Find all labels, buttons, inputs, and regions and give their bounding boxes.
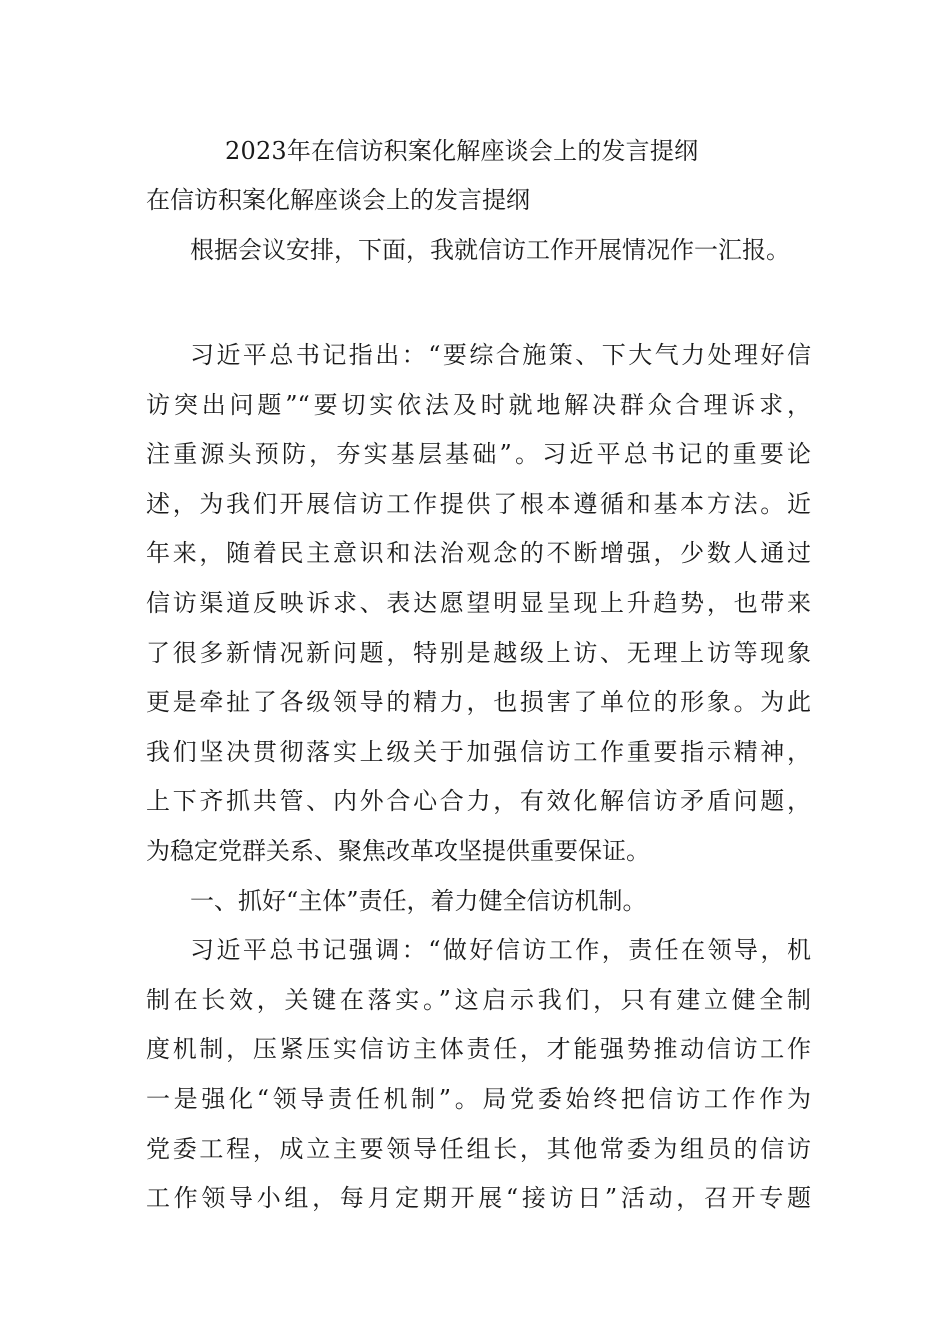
section-1-heading-block (146, 877, 811, 927)
intro-paragraph: 根据会议安排，下面，我就信访工作开展情况作一汇报。 (190, 236, 790, 264)
paragraph-2 (146, 926, 811, 1224)
paragraph-line: 一是强化“领导责任机制”。局党委始终把信访工作作为 (146, 1084, 811, 1113)
paragraph-line: 习近平总书记指出：“要综合施策、下大气力处理好信 (190, 341, 811, 369)
document-body (146, 331, 811, 1224)
paragraph-line: 工作领导小组，每月定期开展“接访日”活动，召开专题 (146, 1184, 811, 1213)
document-title: 2023年在信访积案化解座谈会上的发言提纲 (225, 137, 699, 165)
paragraph-line: 我们坚决贯彻落实上级关于加强信访工作重要指示精神， (146, 737, 811, 766)
paragraph-line: 了很多新情况新问题，特别是越级上访、无理上访等现象 (146, 638, 811, 667)
paragraph-line: 习近平总书记强调：“做好信访工作，责任在领导，机 (190, 936, 811, 965)
paragraph-line: 上下齐抓共管、内外合心合力，有效化解信访矛盾问题， (146, 787, 811, 816)
paragraph-line: 度机制，压紧压实信访主体责任，才能强势推动信访工作 (146, 1035, 811, 1064)
paragraph-line: 为稳定党群关系、聚焦改革攻坚提供重要保证。 (146, 836, 650, 865)
paragraph-line: 访突出问题”“要切实依法及时就地解决群众合理诉求， (146, 390, 811, 419)
section-1-heading: 一、抓好“主体”责任，着力健全信访机制。 (190, 886, 647, 915)
paragraph-line: 述，为我们开展信访工作提供了根本遵循和基本方法。近 (146, 489, 811, 518)
paragraph-line: 信访渠道反映诉求、表达愿望明显呈现上升趋势，也带来 (146, 588, 811, 617)
paragraph-line: 党委工程，成立主要领导任组长，其他常委为组员的信访 (146, 1134, 811, 1163)
paragraph-line: 更是牵扯了各级领导的精力，也损害了单位的形象。为此 (146, 688, 811, 717)
paragraph-line: 制在长效，关键在落实。”这启示我们，只有建立健全制 (146, 985, 811, 1014)
paragraph-1 (146, 331, 811, 877)
paragraph-line: 注重源头预防，夯实基层基础”。习近平总书记的重要论 (146, 440, 811, 469)
paragraph-line: 年来，随着民主意识和法治观念的不断增强，少数人通过 (146, 539, 811, 568)
document-subtitle: 在信访积案化解座谈会上的发言提纲 (146, 186, 530, 214)
